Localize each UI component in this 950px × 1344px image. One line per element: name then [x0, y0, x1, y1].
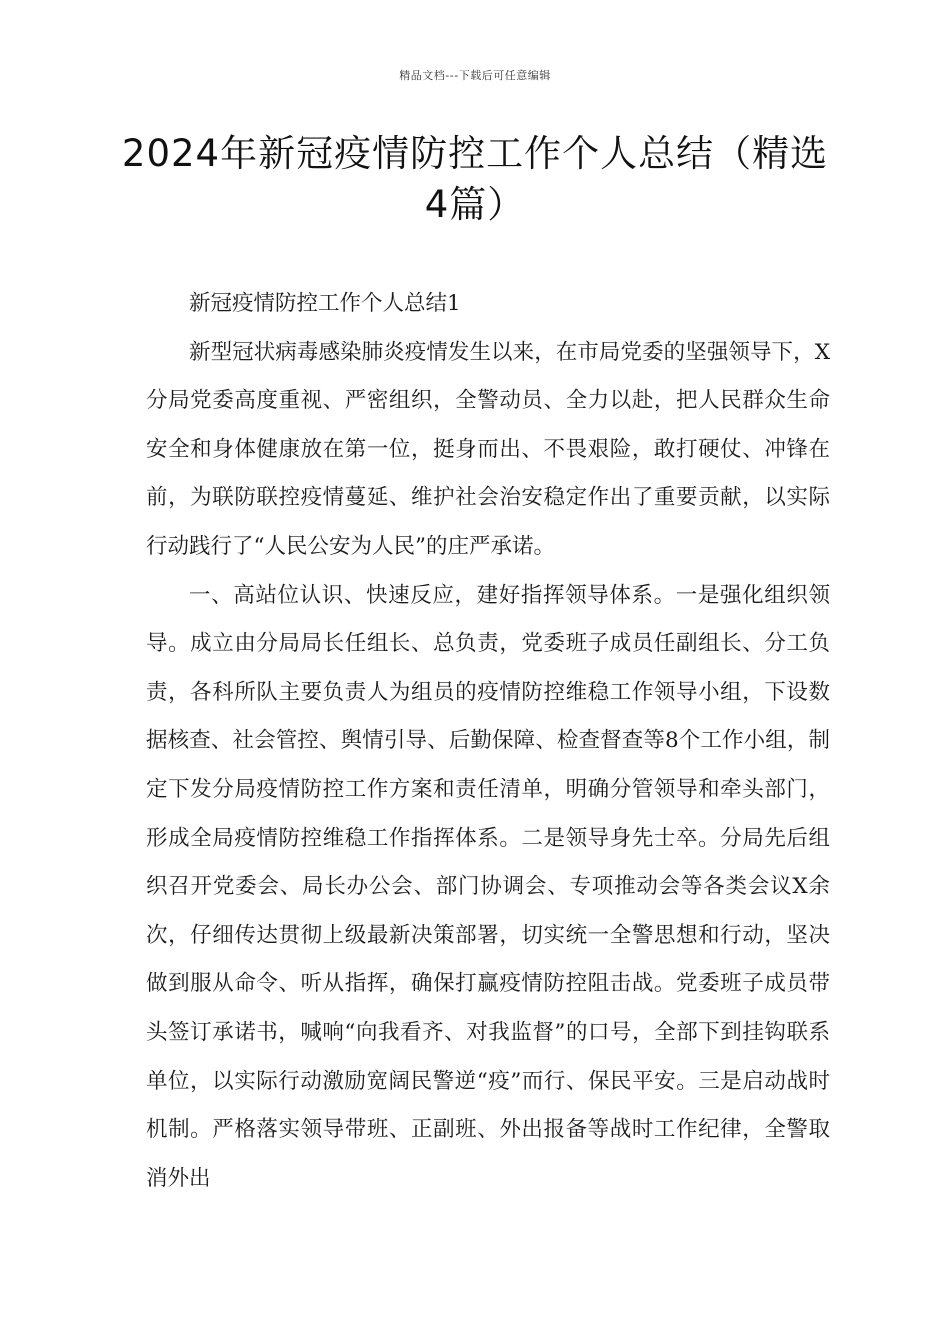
body-paragraph: 一、高站位认识、快速反应，建好指挥领导体系。一是强化组织领导。成立由分局局长任组长、总负责，党委班子成员任副组长、分工负责，各科所队主要负责人为组员的疫情防控维稳工作领导小组，下设数据核查、社会管控、舆情引导、后勤保障、检查督查等8个工作小组，制定下发分局疫情防控工作方案和责任清单，明确分管领导和牵头部门，形成全局疫情防控维稳工作指挥体系。二是领导身先士卒。分局先后组织召开党委会、局长办公会、部门协调会、专项推动会等各类会议X余次，仔细传达贯彻上级最新决策部署，切实统一全警思想和行动，坚决做到服从命令、听从指挥，确保打赢疫情防控阻击战。党委班子成员带头签订承诺书，喊响“向我看齐、对我监督”的口号，全部下到挂钩联系单位，以实际行动激励宽阔民警逆“疫”而行、保民平安。三是启动战时机制。严格落实领导带班、正副班、外出报备等战时工作纪律，全警取消外出	[146, 582, 830, 1191]
body-paragraph: 新型冠状病毒感染肺炎疫情发生以来，在市局党委的坚强领导下，X分局党委高度重视、严密组织，全警动员、全力以赴，把人民群众生命安全和身体健康放在第一位，挺身而出、不畏艰险，敢打硬仗、冲锋在前，为联防联控疫情蔓延、维护社会治安稳定作出了重要贡献，以实际行动践行了“人民公安为人民”的庄严承诺。	[146, 339, 830, 559]
header-note: 精品文档---下载后可任意编辑	[399, 69, 551, 82]
document-body	[146, 280, 830, 1203]
document-title: 2024年新冠疫情防控工作个人总结（精选4篇）	[121, 132, 829, 226]
section-heading: 新冠疫情防控工作个人总结1	[189, 291, 461, 316]
